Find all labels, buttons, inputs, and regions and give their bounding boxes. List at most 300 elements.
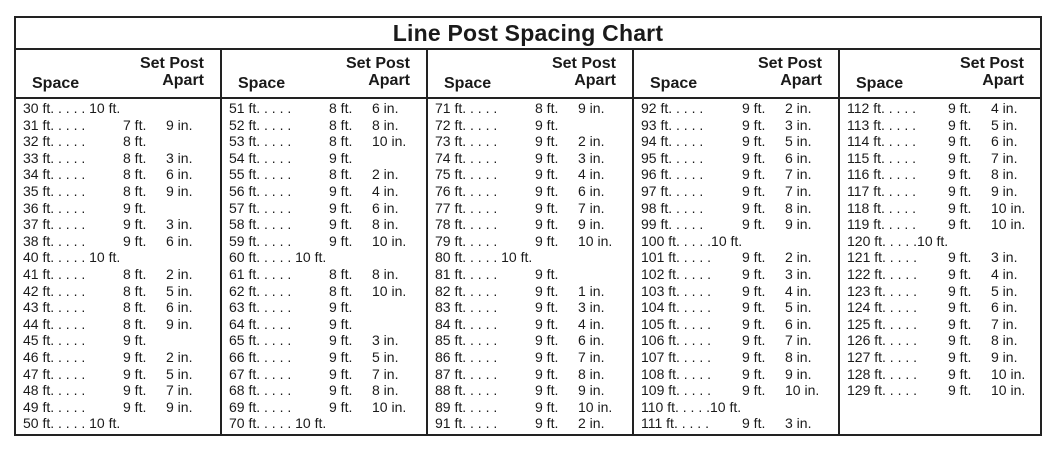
- space-value: 77 ft. . . . .: [435, 199, 498, 216]
- space-value: 98 ft. . . . .: [641, 199, 704, 216]
- spacing-row: [428, 316, 632, 333]
- inches-value: 7 in.: [166, 382, 193, 399]
- feet-value: 9 ft.: [535, 232, 559, 249]
- spacing-row: [428, 332, 632, 349]
- inches-value: 8 in.: [785, 199, 812, 216]
- space-value: 57 ft. . . . .: [229, 199, 292, 216]
- inches-value: 3 in.: [785, 415, 812, 432]
- spacing-row: [428, 183, 632, 200]
- spacing-row: [222, 299, 426, 316]
- space-value: 59 ft. . . . .: [229, 232, 292, 249]
- spacing-row: [634, 216, 838, 233]
- inches-value: 8 in.: [372, 265, 399, 282]
- spacing-row: [222, 133, 426, 150]
- space-value: 56 ft. . . . .: [229, 182, 292, 199]
- spacing-row: [428, 283, 632, 300]
- feet-value: 9 ft.: [535, 199, 559, 216]
- column-header: [16, 50, 220, 99]
- spacing-row: [16, 100, 220, 117]
- space-value: 113 ft. . . . .: [847, 116, 916, 133]
- feet-value: 9 ft.: [329, 348, 353, 365]
- space-value: 91 ft. . . . .: [435, 415, 498, 432]
- space-value: 79 ft. . . . .: [435, 232, 498, 249]
- spacing-row: [16, 283, 220, 300]
- spacing-row: [840, 117, 1040, 134]
- feet-value: 9 ft.: [535, 166, 559, 183]
- spacing-rows: [840, 99, 1040, 399]
- feet-value: 9 ft.: [123, 216, 147, 233]
- spacing-row: [16, 332, 220, 349]
- spacing-row: [634, 183, 838, 200]
- feet-value: 9 ft.: [742, 182, 766, 199]
- space-value: 55 ft. . . . .: [229, 166, 292, 183]
- feet-value: 9 ft.: [329, 232, 353, 249]
- inches-value: 9 in.: [785, 365, 812, 382]
- inches-value: 5 in.: [991, 282, 1018, 299]
- space-value: 125 ft. . . . .: [847, 315, 918, 332]
- feet-value: 8 ft.: [123, 282, 147, 299]
- space-value: 66 ft. . . . .: [229, 348, 292, 365]
- spacing-row: [428, 382, 632, 399]
- spacing-row: [428, 100, 632, 117]
- feet-value: 9 ft.: [948, 348, 972, 365]
- feet-value: 9 ft.: [948, 315, 972, 332]
- spacing-row: [428, 150, 632, 167]
- spacing-row: [840, 166, 1040, 183]
- feet-value: 9 ft.: [948, 199, 972, 216]
- inches-value: 6 in.: [166, 166, 193, 183]
- inches-value: 10 in.: [372, 282, 407, 299]
- feet-value: 9 ft.: [742, 149, 766, 166]
- feet-value: 9 ft.: [123, 348, 147, 365]
- space-value: 112 ft. . . . .: [847, 100, 916, 116]
- space-value: 78 ft. . . . .: [435, 216, 498, 233]
- spacing-row: [634, 166, 838, 183]
- column-header: [840, 50, 1040, 99]
- feet-value: 9 ft.: [535, 299, 559, 316]
- space-value: 52 ft. . . . .: [229, 116, 292, 133]
- header-space-label: Space: [856, 75, 904, 92]
- space-value: 41 ft. . . . .: [23, 265, 86, 282]
- feet-value: 9 ft.: [948, 332, 972, 349]
- inches-value: 8 in.: [372, 382, 399, 399]
- feet-value: 9 ft.: [329, 398, 353, 415]
- inches-value: 4 in.: [991, 100, 1018, 116]
- feet-value: 9 ft.: [948, 100, 972, 116]
- space-value: 115 ft. . . . .: [847, 149, 916, 166]
- space-value: 97 ft. . . . .: [641, 182, 704, 199]
- space-value: 40 ft. . . . . 10 ft.: [23, 249, 121, 266]
- spacing-row: [634, 200, 838, 217]
- feet-value: 9 ft.: [948, 299, 972, 316]
- inches-value: 3 in.: [785, 116, 812, 133]
- feet-value: 8 ft.: [123, 182, 147, 199]
- chart-title: Line Post Spacing Chart: [16, 18, 1040, 50]
- feet-value: 8 ft.: [329, 133, 353, 150]
- spacing-row: [222, 415, 426, 432]
- inches-value: 7 in.: [578, 348, 605, 365]
- feet-value: 9 ft.: [948, 249, 972, 266]
- feet-value: 9 ft.: [535, 365, 559, 382]
- inches-value: 4 in.: [578, 315, 605, 332]
- feet-value: 8 ft.: [329, 166, 353, 183]
- spacing-row: [634, 100, 838, 117]
- feet-value: 9 ft.: [123, 398, 147, 415]
- feet-value: 9 ft.: [948, 365, 972, 382]
- space-value: 127 ft. . . . .: [847, 348, 918, 365]
- spacing-row: [222, 117, 426, 134]
- space-value: 107 ft. . . . .: [641, 348, 712, 365]
- feet-value: 9 ft.: [329, 216, 353, 233]
- space-value: 85 ft. . . . .: [435, 332, 498, 349]
- header-set-post-apart-label: Set Post Apart: [345, 55, 410, 89]
- inches-value: 2 in.: [785, 100, 812, 116]
- inches-value: 9 in.: [578, 100, 605, 116]
- inches-value: 6 in.: [372, 100, 399, 116]
- spacing-row: [634, 332, 838, 349]
- chart-column-4: [634, 50, 840, 436]
- feet-value: 9 ft.: [742, 415, 766, 432]
- spacing-row: [840, 233, 1040, 250]
- space-value: 36 ft. . . . .: [23, 199, 86, 216]
- spacing-row: [16, 183, 220, 200]
- space-value: 33 ft. . . . .: [23, 149, 86, 166]
- spacing-row: [428, 366, 632, 383]
- space-value: 116 ft. . . . .: [847, 166, 916, 183]
- header-set-post-apart-label: Set Post Apart: [139, 55, 204, 89]
- spacing-row: [428, 166, 632, 183]
- inches-value: 7 in.: [991, 315, 1018, 332]
- feet-value: 9 ft.: [742, 116, 766, 133]
- spacing-row: [634, 349, 838, 366]
- space-value: 50 ft. . . . . 10 ft.: [23, 415, 121, 432]
- space-value: 75 ft. . . . .: [435, 166, 498, 183]
- space-value: 61 ft. . . . .: [229, 265, 292, 282]
- inches-value: 3 in.: [578, 149, 605, 166]
- inches-value: 3 in.: [166, 216, 193, 233]
- feet-value: 9 ft.: [742, 249, 766, 266]
- inches-value: 10 in.: [372, 398, 407, 415]
- inches-value: 6 in.: [991, 299, 1018, 316]
- space-value: 102 ft. . . . .: [641, 265, 712, 282]
- spacing-row: [222, 382, 426, 399]
- feet-value: 9 ft.: [742, 365, 766, 382]
- space-value: 104 ft. . . . .: [641, 299, 712, 316]
- space-value: 86 ft. . . . .: [435, 348, 498, 365]
- feet-value: 9 ft.: [948, 116, 972, 133]
- spacing-row: [634, 266, 838, 283]
- space-value: 74 ft. . . . .: [435, 149, 498, 166]
- spacing-row: [428, 299, 632, 316]
- feet-value: 9 ft.: [123, 382, 147, 399]
- spacing-row: [840, 183, 1040, 200]
- spacing-row: [222, 233, 426, 250]
- feet-value: 9 ft.: [123, 232, 147, 249]
- space-value: 119 ft. . . . .: [847, 216, 916, 233]
- spacing-rows: [16, 99, 220, 432]
- space-value: 118 ft. . . . .: [847, 199, 916, 216]
- inches-value: 4 in.: [372, 182, 399, 199]
- space-value: 88 ft. . . . .: [435, 382, 498, 399]
- feet-value: 9 ft.: [948, 133, 972, 150]
- header-space-label: Space: [444, 75, 492, 92]
- feet-value: 9 ft.: [329, 182, 353, 199]
- spacing-row: [16, 316, 220, 333]
- feet-value: 9 ft.: [329, 199, 353, 216]
- spacing-row: [840, 133, 1040, 150]
- space-value: 37 ft. . . . .: [23, 216, 86, 233]
- inches-value: 2 in.: [578, 133, 605, 150]
- spacing-row: [222, 150, 426, 167]
- feet-value: 9 ft.: [329, 149, 353, 166]
- header-space-label: Space: [32, 75, 80, 92]
- spacing-row: [634, 249, 838, 266]
- inches-value: 10 in.: [991, 365, 1026, 382]
- space-value: 54 ft. . . . .: [229, 149, 292, 166]
- spacing-row: [16, 415, 220, 432]
- space-value: 38 ft. . . . .: [23, 232, 86, 249]
- space-value: 101 ft. . . . .: [641, 249, 712, 266]
- feet-value: 9 ft.: [535, 149, 559, 166]
- feet-value: 9 ft.: [535, 216, 559, 233]
- spacing-row: [16, 200, 220, 217]
- spacing-row: [222, 100, 426, 117]
- feet-value: 9 ft.: [535, 348, 559, 365]
- header-set-post-apart-label: Set Post Apart: [551, 55, 616, 89]
- spacing-row: [840, 382, 1040, 399]
- spacing-row: [16, 150, 220, 167]
- spacing-row: [428, 216, 632, 233]
- space-value: 35 ft. . . . .: [23, 182, 86, 199]
- inches-value: 8 in.: [991, 332, 1018, 349]
- spacing-row: [840, 216, 1040, 233]
- header-set-post-apart-label: Set Post Apart: [959, 55, 1024, 89]
- feet-value: 8 ft.: [329, 116, 353, 133]
- feet-value: 9 ft.: [123, 199, 147, 216]
- space-value: 42 ft. . . . .: [23, 282, 86, 299]
- spacing-row: [222, 216, 426, 233]
- space-value: 117 ft. . . . .: [847, 182, 916, 199]
- space-value: 49 ft. . . . .: [23, 398, 86, 415]
- space-value: 120 ft. . . . .10 ft.: [847, 232, 949, 249]
- feet-value: 8 ft.: [123, 299, 147, 316]
- feet-value: 8 ft.: [329, 265, 353, 282]
- spacing-row: [840, 283, 1040, 300]
- chart-column-5: [840, 50, 1040, 436]
- feet-value: 8 ft.: [123, 265, 147, 282]
- inches-value: 9 in.: [991, 348, 1018, 365]
- spacing-row: [222, 399, 426, 416]
- feet-value: 7 ft.: [123, 116, 147, 133]
- space-value: 65 ft. . . . .: [229, 332, 292, 349]
- spacing-rows: [634, 99, 838, 432]
- feet-value: 9 ft.: [742, 265, 766, 282]
- inches-value: 6 in.: [372, 199, 399, 216]
- inches-value: 9 in.: [578, 382, 605, 399]
- inches-value: 6 in.: [166, 232, 193, 249]
- feet-value: 9 ft.: [742, 382, 766, 399]
- spacing-row: [428, 117, 632, 134]
- space-value: 64 ft. . . . .: [229, 315, 292, 332]
- inches-value: 7 in.: [785, 332, 812, 349]
- spacing-row: [428, 415, 632, 432]
- spacing-rows: [428, 99, 632, 432]
- space-value: 67 ft. . . . .: [229, 365, 292, 382]
- spacing-row: [634, 233, 838, 250]
- space-value: 72 ft. . . . .: [435, 116, 498, 133]
- inches-value: 2 in.: [578, 415, 605, 432]
- feet-value: 9 ft.: [535, 332, 559, 349]
- space-value: 108 ft. . . . .: [641, 365, 712, 382]
- feet-value: 9 ft.: [948, 166, 972, 183]
- spacing-row: [16, 366, 220, 383]
- spacing-row: [634, 415, 838, 432]
- column-header: [428, 50, 632, 99]
- space-value: 46 ft. . . . .: [23, 348, 86, 365]
- space-value: 94 ft. . . . .: [641, 133, 704, 150]
- space-value: 70 ft. . . . . 10 ft.: [229, 415, 327, 432]
- spacing-row: [16, 216, 220, 233]
- space-value: 81 ft. . . . .: [435, 265, 498, 282]
- chart-column-3: [428, 50, 634, 436]
- feet-value: 8 ft.: [123, 166, 147, 183]
- header-space-label: Space: [238, 75, 286, 92]
- feet-value: 9 ft.: [742, 100, 766, 116]
- feet-value: 9 ft.: [742, 199, 766, 216]
- space-value: 31 ft. . . . .: [23, 116, 86, 133]
- spacing-row: [16, 382, 220, 399]
- spacing-row: [428, 233, 632, 250]
- inches-value: 5 in.: [372, 348, 399, 365]
- spacing-row: [222, 283, 426, 300]
- inches-value: 5 in.: [166, 282, 193, 299]
- inches-value: 2 in.: [166, 265, 193, 282]
- spacing-row: [16, 166, 220, 183]
- space-value: 45 ft. . . . .: [23, 332, 86, 349]
- feet-value: 9 ft.: [948, 382, 972, 399]
- inches-value: 2 in.: [785, 249, 812, 266]
- spacing-row: [428, 399, 632, 416]
- inches-value: 9 in.: [166, 398, 193, 415]
- spacing-row: [222, 366, 426, 383]
- spacing-row: [222, 183, 426, 200]
- space-value: 69 ft. . . . .: [229, 398, 292, 415]
- spacing-row: [428, 133, 632, 150]
- feet-value: 9 ft.: [329, 382, 353, 399]
- chart-column-1: [16, 50, 222, 436]
- spacing-row: [16, 133, 220, 150]
- spacing-row: [222, 200, 426, 217]
- spacing-row: [16, 299, 220, 316]
- space-value: 43 ft. . . . .: [23, 299, 86, 316]
- space-value: 80 ft. . . . . 10 ft.: [435, 249, 533, 266]
- inches-value: 6 in.: [166, 299, 193, 316]
- space-value: 93 ft. . . . .: [641, 116, 704, 133]
- post-spacing-chart: [14, 16, 1042, 436]
- spacing-row: [428, 266, 632, 283]
- spacing-row: [634, 283, 838, 300]
- spacing-row: [222, 249, 426, 266]
- spacing-row: [222, 316, 426, 333]
- space-value: 87 ft. . . . .: [435, 365, 498, 382]
- feet-value: 9 ft.: [742, 315, 766, 332]
- feet-value: 9 ft.: [948, 182, 972, 199]
- spacing-row: [222, 266, 426, 283]
- inches-value: 3 in.: [785, 265, 812, 282]
- inches-value: 7 in.: [991, 149, 1018, 166]
- inches-value: 4 in.: [785, 282, 812, 299]
- space-value: 82 ft. . . . .: [435, 282, 498, 299]
- inches-value: 9 in.: [166, 315, 193, 332]
- inches-value: 6 in.: [785, 315, 812, 332]
- spacing-row: [16, 349, 220, 366]
- space-value: 34 ft. . . . .: [23, 166, 86, 183]
- feet-value: 9 ft.: [948, 265, 972, 282]
- spacing-row: [222, 332, 426, 349]
- spacing-row: [840, 249, 1040, 266]
- chart-columns: [16, 50, 1040, 436]
- feet-value: 9 ft.: [535, 282, 559, 299]
- inches-value: 5 in.: [785, 299, 812, 316]
- inches-value: 7 in.: [785, 182, 812, 199]
- spacing-row: [222, 166, 426, 183]
- inches-value: 9 in.: [578, 216, 605, 233]
- feet-value: 9 ft.: [948, 282, 972, 299]
- inches-value: 5 in.: [166, 365, 193, 382]
- inches-value: 3 in.: [578, 299, 605, 316]
- feet-value: 9 ft.: [535, 116, 559, 133]
- inches-value: 7 in.: [578, 199, 605, 216]
- feet-value: 9 ft.: [535, 315, 559, 332]
- space-value: 103 ft. . . . .: [641, 282, 712, 299]
- space-value: 48 ft. . . . .: [23, 382, 86, 399]
- inches-value: 3 in.: [166, 149, 193, 166]
- space-value: 53 ft. . . . .: [229, 133, 292, 150]
- inches-value: 4 in.: [578, 166, 605, 183]
- spacing-row: [634, 117, 838, 134]
- spacing-row: [840, 366, 1040, 383]
- feet-value: 9 ft.: [329, 332, 353, 349]
- spacing-row: [840, 266, 1040, 283]
- inches-value: 10 in.: [991, 216, 1026, 233]
- inches-value: 1 in.: [578, 282, 605, 299]
- inches-value: 8 in.: [372, 216, 399, 233]
- inches-value: 5 in.: [991, 116, 1018, 133]
- inches-value: 3 in.: [991, 249, 1018, 266]
- feet-value: 9 ft.: [329, 299, 353, 316]
- space-value: 99 ft. . . . .: [641, 216, 704, 233]
- inches-value: 10 in.: [578, 232, 613, 249]
- space-value: 121 ft. . . . .: [847, 249, 918, 266]
- space-value: 32 ft. . . . .: [23, 133, 86, 150]
- spacing-row: [634, 399, 838, 416]
- inches-value: 6 in.: [785, 149, 812, 166]
- feet-value: 9 ft.: [742, 133, 766, 150]
- inches-value: 2 in.: [166, 348, 193, 365]
- feet-value: 9 ft.: [742, 332, 766, 349]
- spacing-row: [634, 150, 838, 167]
- feet-value: 9 ft.: [329, 365, 353, 382]
- space-value: 128 ft. . . . .: [847, 365, 918, 382]
- inches-value: 2 in.: [372, 166, 399, 183]
- space-value: 114 ft. . . . .: [847, 133, 916, 150]
- spacing-row: [634, 299, 838, 316]
- space-value: 123 ft. . . . .: [847, 282, 918, 299]
- space-value: 58 ft. . . . .: [229, 216, 292, 233]
- space-value: 111 ft. . . . .: [641, 415, 709, 432]
- space-value: 105 ft. . . . .: [641, 315, 712, 332]
- feet-value: 9 ft.: [123, 332, 147, 349]
